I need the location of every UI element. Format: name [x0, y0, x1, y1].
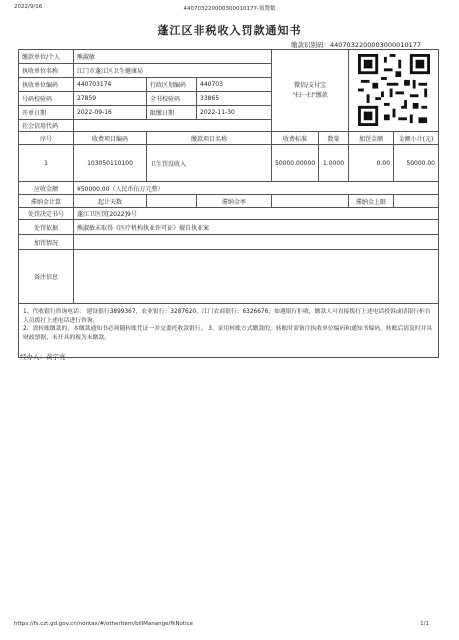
- late-fee-rate-value: [272, 195, 349, 208]
- payment-id: [291, 40, 421, 49]
- page-number: 1/1: [420, 621, 429, 627]
- late-fee-cap-label: 滞纳金上限: [349, 195, 394, 208]
- decision-label: 处罚决定书号: [19, 208, 74, 220]
- amount-label: 应收金额: [19, 182, 74, 195]
- payer-label: 缴款单位/个人: [19, 50, 74, 64]
- situation-value: [74, 235, 439, 250]
- document-title: 蓬江区非税收入罚款通知书: [157, 24, 302, 37]
- agent-label: 经办人：: [20, 353, 46, 361]
- enforcer-code-value: 440703174: [74, 78, 147, 92]
- qr-code-icon[interactable]: [358, 54, 430, 126]
- note-3: 3、采用转账方式缴款的，转账时需备注执收单位编码和通知书编码，转账后请及时并具财政票据，未开具的视为未缴款。: [23, 326, 433, 342]
- item-standard: 50000.00000: [272, 145, 319, 182]
- late-fee-start-label: 起计天数: [74, 195, 147, 208]
- basis-value: 熊淑敏未取得《医疗机构执业许可证》擅自执业案: [74, 220, 439, 235]
- col-header-no: 序号: [19, 132, 74, 145]
- qr-caption: 微信/支付宝 "扫一扫"缴款: [272, 50, 349, 132]
- region-code-value: 440703: [197, 78, 272, 92]
- agent-value: 黄宇亮: [46, 353, 66, 361]
- late-fee-rate-label: 滞纳金率: [197, 195, 272, 208]
- item-code: 103050110100: [74, 145, 147, 182]
- check-code-label: 号码校验码: [19, 92, 74, 106]
- remarks-value: [74, 250, 439, 304]
- payer-value: 熊淑敏: [74, 50, 272, 64]
- situation-label: 加罚情况: [19, 235, 74, 250]
- credit-code-label: 社会信用代码: [19, 120, 74, 132]
- enforcer-value: 江门市蓬江区卫生健康局: [74, 64, 272, 78]
- qr-cell: [349, 50, 439, 132]
- basis-label: 处罚依据: [19, 220, 74, 235]
- item-subtotal: 50000.00: [394, 145, 439, 182]
- item-penalty: 0.00: [349, 145, 394, 182]
- table-row: [19, 145, 439, 182]
- late-fee-start-value: [147, 195, 197, 208]
- enforcer-code-label: 执收单位编码: [19, 78, 74, 92]
- col-header-penalty: 加罚金额: [349, 132, 394, 145]
- col-header-standard: 收费标准: [272, 132, 319, 145]
- issue-date-label: 开单日期: [19, 106, 74, 120]
- deadline-value: 2022-11-30: [197, 106, 272, 120]
- col-header-name: 缴款项目名称: [147, 132, 272, 145]
- agent: [20, 352, 66, 361]
- check-code-value: 27859: [74, 92, 147, 106]
- decision-value: 蓬江卫医罚[2022]9号: [74, 208, 439, 220]
- print-date: 2022/9/16: [14, 4, 43, 10]
- footer-url[interactable]: https://fs.czt.gd.gov.cn/nontax/#/otherItem/billManange/fkNotice: [14, 621, 194, 627]
- full-check-value: 33865: [197, 92, 272, 106]
- remarks-label: 备注信息: [19, 250, 74, 304]
- notice-table: [18, 49, 439, 358]
- item-no: 1: [19, 145, 74, 182]
- credit-code-value: [74, 120, 272, 132]
- payment-id-value: 4407032200003000010177: [330, 41, 421, 49]
- payment-id-label: 缴款识别码：: [291, 41, 331, 49]
- deadline-label: 限缴日期: [147, 106, 197, 120]
- col-header-code: 收费项目编码: [74, 132, 147, 145]
- issue-date-value: 2022-09-16: [74, 106, 147, 120]
- region-code-label: 行政区划编码: [147, 78, 197, 92]
- late-fee-cap-value: [394, 195, 439, 208]
- item-qty: 1.0000: [319, 145, 349, 182]
- item-name: 卫生罚没收入: [147, 145, 272, 182]
- note-1: 1、代收银行咨询电话： 建设银行3899367，农业银行：3287620，江门农商银行：6326676，如遇银行拒收，缴款人可直接拨打上述电话投诉或请银行柜台人员拨打上述电话进行咨询。: [23, 309, 431, 324]
- enforcer-label: 执收单位名称: [19, 64, 74, 78]
- notes-block: [19, 304, 439, 358]
- amount-value: ¥50000.00（人民币伍万元整）: [74, 182, 439, 195]
- note-2: 2、需转账缴款的，本缴款通知书必须随转账凭证一并交委托收款银行。: [23, 326, 207, 333]
- print-title: 440703220000300010177-預覽數: [183, 6, 276, 12]
- col-header-subtotal: 金额小计(元): [394, 132, 439, 145]
- late-fee-label: 滞纳金计算: [19, 195, 74, 208]
- full-check-label: 全书校验码: [147, 92, 197, 106]
- col-header-qty: 数量: [319, 132, 349, 145]
